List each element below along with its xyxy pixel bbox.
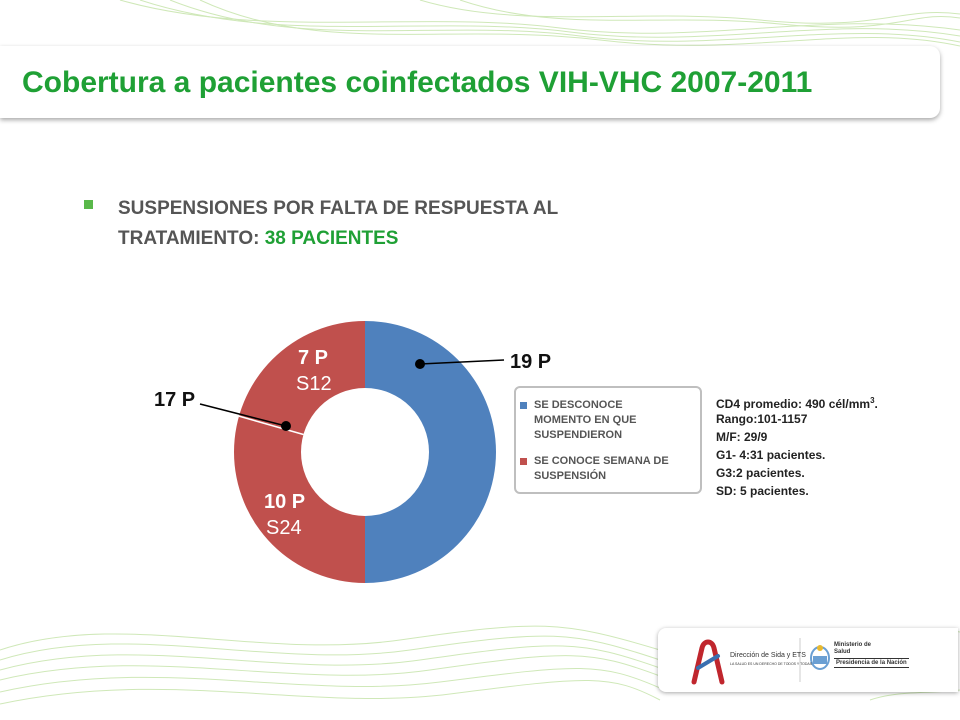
heading-highlight: 38 PACIENTES [264,228,399,249]
logo-right-line2: Salud [834,649,851,655]
aids-ribbon-icon [694,642,722,682]
logo-left-title: Dirección de Sida y ETS [730,652,806,659]
stat-cd4-exponent: 3 [870,396,875,405]
data-sublabel-s24: S24 [266,517,302,539]
data-label-17: 17 P [154,389,196,411]
logos [658,628,958,692]
stat-cd4 [716,392,878,410]
argentina-seal-icon [811,645,829,669]
logo-left-slogan: LA SALUD ES UN DERECHO DE TODOS Y TODAS [730,662,813,666]
heading-line2: TRATAMIENTO: [118,228,265,249]
stat-g14: G1- 4:31 pacientes. [716,448,826,462]
chart-legend [514,386,702,494]
legend-text: SE CONOCE SEMANA DE [534,455,669,467]
leader-dot-17 [281,421,291,431]
leader-dot-19 [415,359,425,369]
legend-swatch-red [520,458,527,465]
logo-right-line3: Presidencia de la Nación [836,660,907,666]
heading-line1: SUSPENSIONES POR FALTA DE RESPUESTA AL [118,198,559,219]
stat-rango: Rango:101-1157 [716,412,808,426]
stat-cd4-text: CD4 promedio: 490 cél/mm [716,397,871,411]
data-label-7: 7 P [298,347,329,369]
data-label-10: 10 P [264,491,306,513]
legend-item-unknown [534,398,694,443]
page-title: Cobertura a pacientes coinfectados VIH-VHC 2007-2011 [22,66,813,99]
legend-text: MOMENTO EN QUE [534,414,637,426]
legend-swatch-blue [520,402,527,409]
stat-cd4-period: . [874,397,878,411]
logo-right-line1: Ministerio de [834,642,872,648]
slice-unknown-moment [365,321,496,583]
data-sublabel-s12: S12 [296,373,332,395]
legend-text: SUSPENSIÓN [534,470,607,482]
data-label-19: 19 P [510,351,552,373]
legend-item-known [534,454,694,484]
stat-sd: SD: 5 pacientes. [716,484,809,498]
stat-mf: M/F: 29/9 [716,430,768,444]
logo-card [658,628,958,692]
stats-panel [716,392,878,500]
legend-text: SE DESCONOCE [534,399,623,411]
legend-text: SUSPENDIERON [534,429,623,441]
stat-g3: G3:2 pacientes. [716,466,805,480]
